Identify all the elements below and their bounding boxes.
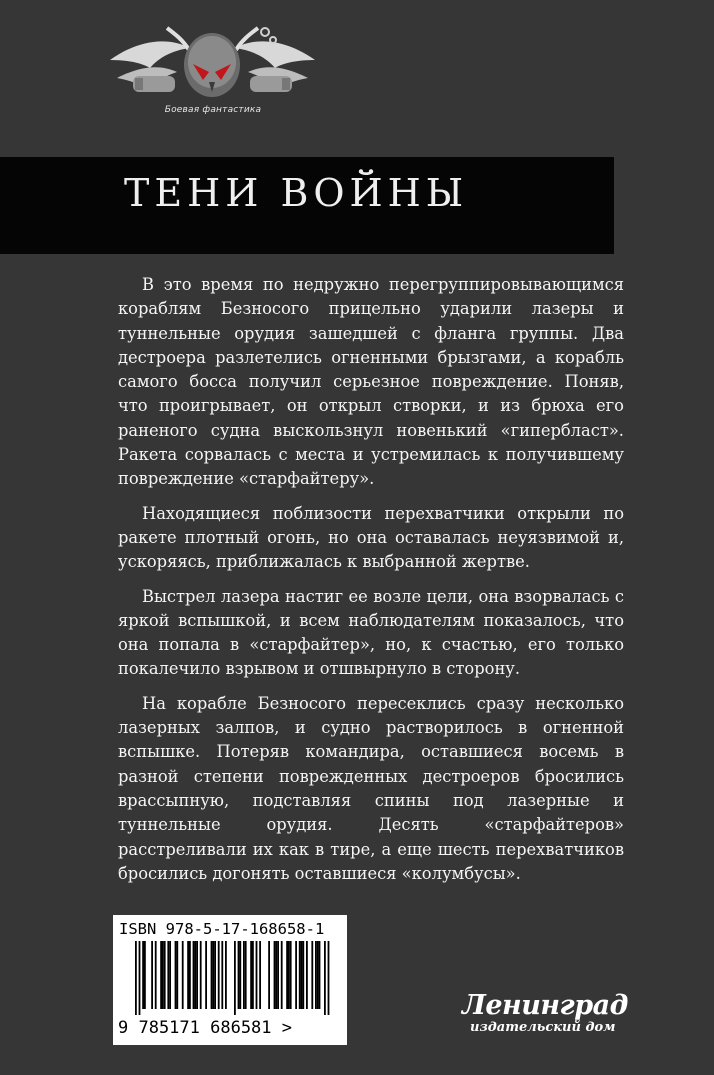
barcode-bar xyxy=(328,941,330,1015)
barcode-bar xyxy=(175,941,177,1009)
series-logo xyxy=(105,20,320,128)
barcode-bar xyxy=(286,941,288,1009)
barcode-bar xyxy=(319,941,321,1009)
barcode-bar xyxy=(225,941,227,1009)
barcode-bar xyxy=(259,941,261,1009)
barcode-bar xyxy=(315,941,317,1009)
barcode-bar xyxy=(256,941,258,1009)
barcode-bar xyxy=(239,941,241,1009)
logo-caption: Боевая фантастика xyxy=(164,105,262,115)
barcode-bar xyxy=(311,941,313,1009)
robot-skull-emblem-icon xyxy=(105,20,320,110)
barcode-bar xyxy=(212,941,214,1009)
barcode-bar xyxy=(135,941,137,1015)
barcode-bar xyxy=(155,941,157,1009)
barcode-bar xyxy=(250,941,252,1009)
barcode-bar xyxy=(164,941,166,1009)
title-band xyxy=(0,157,614,254)
barcode-bar xyxy=(182,941,184,1009)
barcode-bar xyxy=(221,941,223,1009)
barcode-bar xyxy=(324,941,326,1015)
barcode-bar xyxy=(275,941,277,1009)
barcode-bar xyxy=(317,941,319,1009)
blurb-text xyxy=(118,273,624,896)
barcode-bar xyxy=(299,941,301,1009)
barcode-bar xyxy=(274,941,276,1009)
publisher-name: Ленинград xyxy=(462,990,628,1021)
barcode-bar xyxy=(238,941,240,1009)
barcode-bar xyxy=(302,941,304,1009)
barcode-bars xyxy=(135,941,331,1015)
barcode-bar xyxy=(160,941,162,1009)
barcode-bar xyxy=(243,941,245,1009)
barcode-bar xyxy=(295,941,297,1009)
barcode-bar xyxy=(142,941,144,1009)
barcode-bar xyxy=(268,941,270,1009)
book-title: ТЕНИ ВОЙНЫ xyxy=(124,171,469,215)
barcode-bar xyxy=(167,941,169,1009)
barcode-bar xyxy=(189,941,191,1009)
barcode-bar xyxy=(144,941,146,1009)
publisher-logo xyxy=(458,990,638,1042)
barcode-bar xyxy=(214,941,216,1009)
isbn-number: ISBN 978-5-17-168658-1 xyxy=(119,920,325,938)
barcode-bar xyxy=(169,941,171,1009)
barcode-bar xyxy=(205,941,207,1009)
barcode-bar xyxy=(218,941,220,1009)
barcode-bar xyxy=(252,941,254,1009)
barcode-bar xyxy=(245,941,247,1009)
barcode-bar xyxy=(234,941,236,1015)
barcode-bar xyxy=(162,941,164,1009)
paragraph-4: На корабле Безносого пересеклись сразу несколько лазерных залпов, и судно растворилось в огненной вспышке. Потеряв командира, оставшиеся восемь в разной степени поврежденных дестроеров бросились врассыпную, подставляя спины под лазерные и туннельные орудия. Десять «старфайтеров» расстреливали их как в тире, а еще шесть перехватчиков бросились догонять оставшиеся «колумбусы». xyxy=(118,693,624,883)
paragraph-1: В это время по недружно перегруппировывающимся кораблям Безносого прицельно ударили лазеры и туннельные орудия зашедшей с фланга группы. Два дестроера разлетелись огненными брызгами, а корабль самого босса получил серьезное повреждение. Поняв, что проигрывает, он открыл створки, и из брюха его раненого судна выскользнул новенький «гипербласт». Ракета сорвалась с места и устремилась к получившему повреждение «старфайтеру». xyxy=(118,275,624,489)
barcode-bar xyxy=(306,941,308,1009)
barcode-bar xyxy=(200,941,202,1009)
barcode-bar xyxy=(277,941,279,1009)
publisher-subtitle: издательский дом xyxy=(470,1020,616,1035)
barcode-bar xyxy=(211,941,213,1009)
barcode-bar xyxy=(301,941,303,1009)
barcode-bar xyxy=(281,941,283,1009)
barcode-bar xyxy=(176,941,178,1009)
barcode-bar xyxy=(288,941,290,1009)
paragraph-3: Выстрел лазера настиг ее возле цели, она взорвалась с яркой вспышкой, и всем наблюдателям показалось, что она попала в «старфайтер», но, к счастью, его только покалечило взрывом и отшвырнуло в сторону. xyxy=(118,586,624,679)
barcode-bar xyxy=(290,941,292,1009)
barcode-bar xyxy=(193,941,195,1009)
barcode-bar xyxy=(196,941,198,1009)
barcode-bar xyxy=(187,941,189,1009)
barcode-bar xyxy=(194,941,196,1009)
isbn-barcode xyxy=(113,915,347,1045)
paragraph-2: Находящиеся поблизости перехватчики открыли по ракете плотный огонь, но она оставалась неуязвимой и, ускоряясь, приближалась к выбранной жертве. xyxy=(118,503,624,572)
barcode-bar xyxy=(151,941,153,1009)
barcode-digits: 9 785171 686581 > xyxy=(118,1018,292,1038)
barcode-bar xyxy=(139,941,141,1015)
